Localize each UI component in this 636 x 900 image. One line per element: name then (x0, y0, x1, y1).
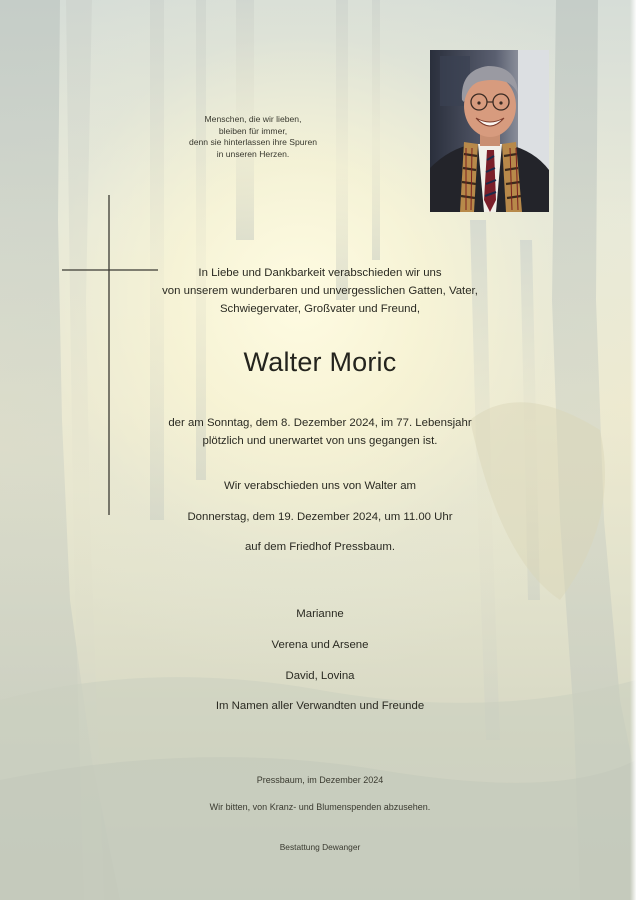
portrait-photo (430, 50, 549, 212)
undertaker-name: Bestattung Dewanger (279, 842, 361, 852)
death-notice (150, 414, 490, 450)
place-and-date: Pressbaum, im Dezember 2024 (256, 775, 384, 785)
memorial-quote (170, 114, 336, 160)
quote-line: denn sie hinterlassen ihre Spuren (188, 137, 318, 147)
mourner-name: David, Lovina (285, 670, 355, 682)
death-notice-line: der am Sonntag, dem 8. Dezember 2024, im 77. Lebensjahr (168, 417, 472, 429)
quote-line: Menschen, die wir lieben, (204, 114, 302, 124)
mourner-name: Im Namen aller Verwandten und Freunde (215, 700, 425, 712)
flowers-request: Wir bitten, von Kranz- und Blumenspenden abzusehen. (209, 802, 431, 812)
scan-edge (630, 0, 636, 900)
intro-text (150, 264, 490, 318)
intro-line: von unserem wunderbaren und unvergesslichen Gatten, Vater, (162, 285, 478, 297)
farewell-intro: Wir verabschieden uns von Walter am (223, 480, 417, 492)
quote-line: in unseren Herzen. (216, 148, 290, 159)
funeral-place: auf dem Friedhof Pressbaum. (244, 541, 396, 553)
intro-line: In Liebe und Dankbarkeit verabschieden wir uns (198, 267, 442, 279)
death-notice-line: plötzlich und unerwartet von uns gegangen ist. (202, 435, 438, 447)
mourner-name: Marianne (296, 608, 344, 620)
deceased-name: Walter Moric (243, 347, 397, 377)
cross-icon (62, 195, 158, 515)
mourner-name: Verena und Arsene (271, 639, 369, 651)
intro-line: Schwiegervater, Großvater und Freund, (219, 303, 421, 315)
quote-line: bleiben für immer, (218, 125, 288, 136)
funeral-datetime: Donnerstag, dem 19. Dezember 2024, um 11.00 Uhr (187, 511, 453, 523)
